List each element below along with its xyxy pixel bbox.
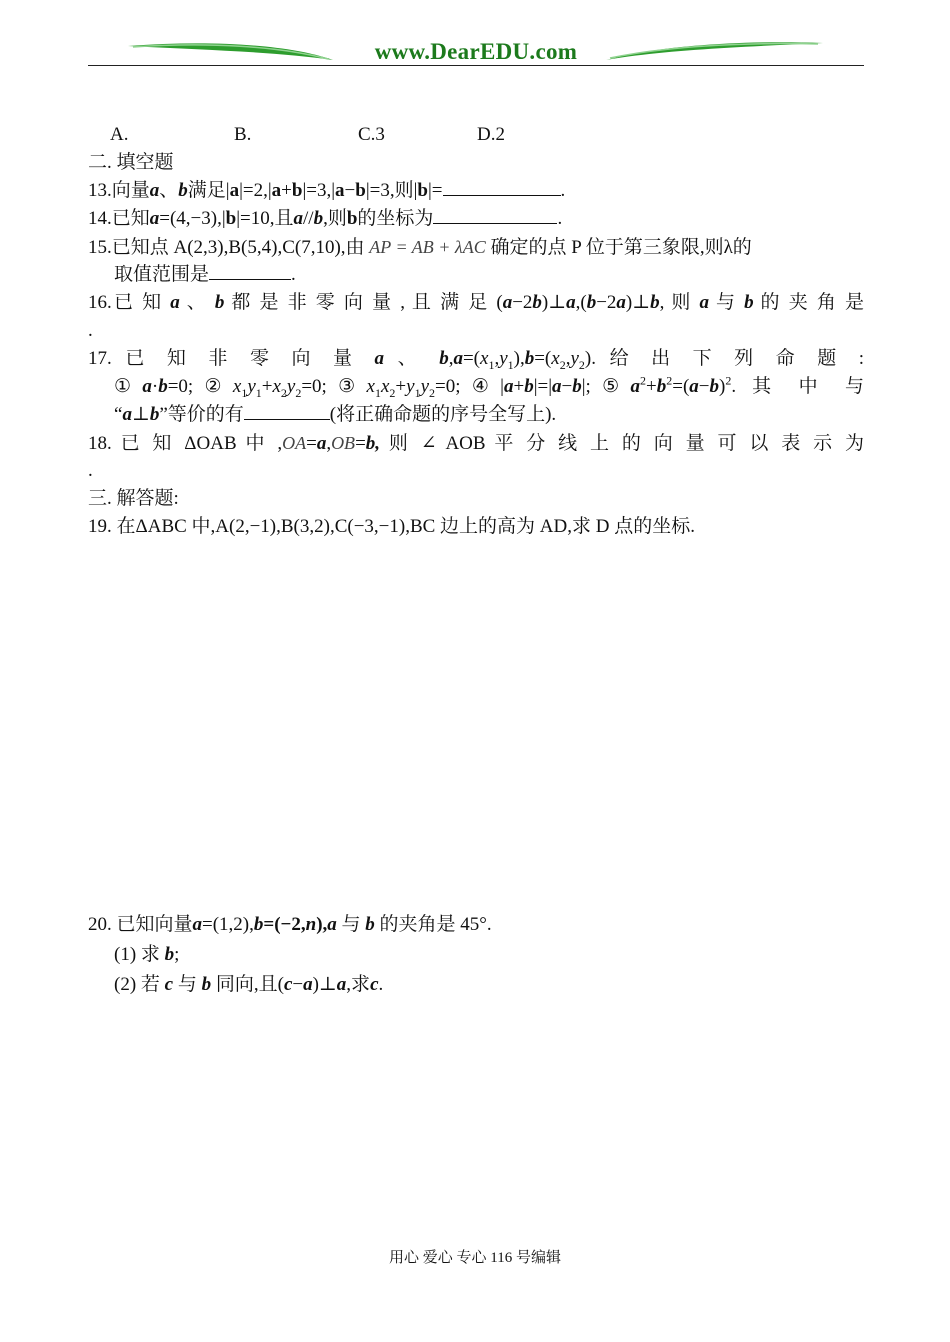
question-16: 16.已 知 a 、 b 都 是 非 零 向 量 , 且 满 足 (a−2b)⊥a,(b−2a)⊥b, 则 a 与 b 的 夹 角 是 [88, 292, 864, 313]
header-logo [88, 38, 864, 68]
answer-blank [443, 177, 561, 196]
section-title-solutions: 三. 解答题: [88, 488, 179, 509]
question-content [88, 121, 864, 541]
question-20-part2: (2) 若 c 与 b 同向,且(c−a)⊥a,求c. [114, 974, 384, 995]
question-17-cont: “a⊥b”等价的有 (将正确命题的序号全写上). [88, 401, 864, 429]
question-13: 13.向量a、b满足|a|=2,|a+b|=3,|a−b|=3,则|b|= . [88, 177, 864, 205]
option-a: A. [110, 124, 129, 145]
question-15: 15.已知点 A(2,3),B(5,4),C(7,10),由 AP = AB + λAC 确定的点 P 位于第三象限,则λ的 [88, 237, 752, 258]
question-20-stem: 20. 已知向量a=(1,2),b=(−2,n),a 与 b 的夹角是 45°. [88, 914, 492, 935]
option-b: B. [234, 124, 252, 145]
answer-blank [209, 261, 291, 280]
question-19: 19. 在ΔABC 中,A(2,−1),B(3,2),C(−3,−1),BC 边上的高为 AD,求 D 点的坐标. [88, 516, 695, 537]
answer-options [88, 121, 864, 149]
question-15-cont: 取值范围是 . [88, 261, 864, 289]
question-20 [88, 910, 864, 1000]
section-title-fill-in: 二. 填空题 [88, 152, 174, 173]
question-14: 14.已知a=(4,−3),|b|=10,且a//b,则b的坐标为 . [88, 205, 864, 233]
option-d: D.2 [477, 124, 505, 145]
question-16-end: . [88, 320, 93, 341]
question-20-part1: (1) 求 b; [114, 944, 180, 965]
option-c: C.3 [358, 124, 385, 145]
site-url: www.DearEDU.com [374, 39, 578, 64]
question-18-end: . [88, 460, 93, 481]
answer-blank [244, 401, 330, 420]
question-17: 17. 已 知 非 零 向 量 a 、 $b,a=(x_1,y_1),b=(x_2,y_2)$. 给 出 下 列 命 题 : [88, 348, 864, 372]
page-footer: 用心 爱心 专心 116 号编辑 [389, 1250, 561, 1266]
header-rule [88, 65, 864, 66]
question-18: 18. 已 知 ΔOAB 中 ,OA=a,OB=b, 则 ∠ AOB 平 分 线 上 的 向 量 可 以 表 示 为 [88, 433, 864, 454]
answer-blank [433, 205, 557, 224]
question-17-propositions: $①a\cdot b=0;②x_1y_1+x_2y_2=0;③x_1x_2+y_1y_2=0;④|a+b|=|a-b|;⑤a^2+b^2=(a-b)^2$. 其 中 与 [114, 373, 864, 400]
vector-formula: AP = AB + λAC [369, 237, 486, 257]
